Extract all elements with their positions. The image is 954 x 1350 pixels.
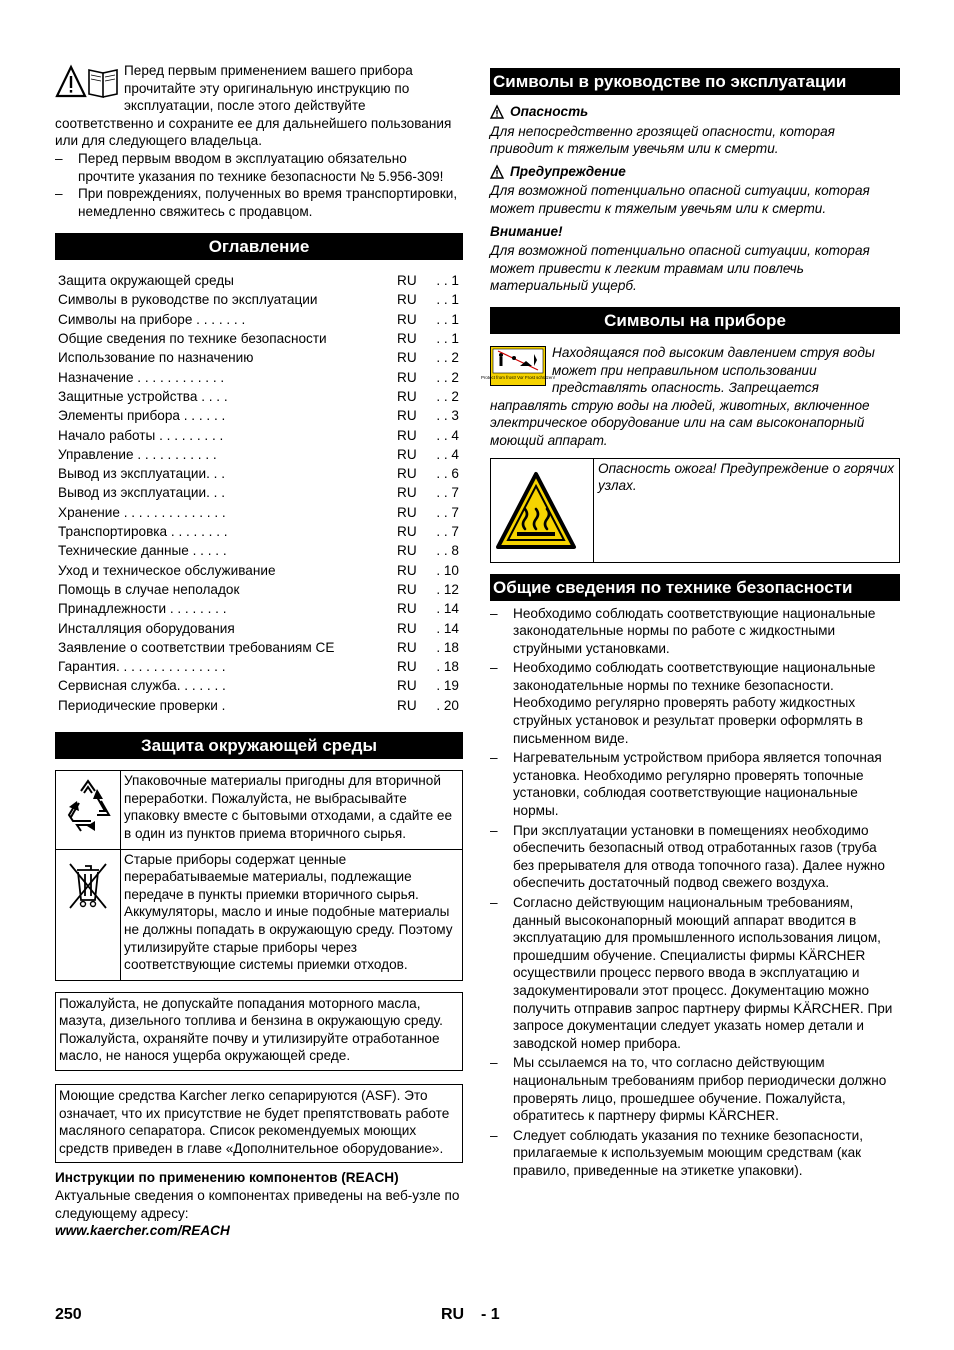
- toc-row[interactable]: [55, 310, 463, 329]
- toc-page: . . 2: [436, 369, 459, 385]
- safety-bullet: – Необходимо соблюдать соответствующие национальные законодательные нормы по работе с жидкостными струйными установками.: [490, 605, 900, 658]
- toc-row[interactable]: [55, 291, 463, 310]
- toc-row[interactable]: [55, 271, 463, 290]
- toc-page: . . 4: [436, 427, 459, 443]
- safety-bullet: – Следует соблюдать указания по технике безопасности, прилагаемые к используемым моющим средствам (как правило, приведенные на этикетке упаковки).: [490, 1127, 900, 1180]
- toc-lang: RU: [397, 562, 417, 578]
- toc-lang: RU: [397, 504, 417, 520]
- toc-label: Вывод из эксплуатации. . .: [58, 485, 226, 501]
- toc-row[interactable]: [55, 599, 463, 618]
- toc-page: . . 2: [436, 388, 459, 404]
- reach-text: Актуальные сведения о компонентах приведены на веб-узле по следующему адресу:: [55, 1188, 460, 1221]
- weee-text: Старые приборы содержат ценные перерабатываемые материалы, подлежащие передаче в пункты приемки вторичного сырья. Аккумуляторы, масло и иные подобные материалы не должны попадать в окружающую среду. Поэтому утилизируйте старые приборы через соответствующие системы приемки отходов.: [121, 849, 463, 980]
- intro-text: Перед первым применением вашего прибора прочитайте эту оригинальную инструкцию по эксплуатации, после этого действуйте соответственно и сохраните ее для дальнейшего пользования или для следующего владельца.: [55, 63, 452, 149]
- page-number: 250: [55, 1306, 82, 1323]
- toc-label: Вывод из эксплуатации. . .: [58, 466, 226, 482]
- toc-page: . . 1: [436, 331, 459, 347]
- toc-row[interactable]: [55, 561, 463, 580]
- hot-surface-icon: [495, 471, 577, 553]
- device-symbols-heading: Символы на приборе: [490, 307, 900, 334]
- high-pressure-warning: [481, 344, 900, 450]
- hp-label: Protect from frost! Vor Frost schützen!: [481, 374, 555, 380]
- toc-page: . . 4: [436, 446, 459, 462]
- toc-page: . . 7: [436, 524, 459, 540]
- safety-bullet: – При эксплуатации установки в помещениях необходимо обеспечить безопасный отвод отработанных газов (труба без прерывателя для отвода топочного газа). Далее нужно обеспечить достаточный подвод свежего воздуха.: [490, 822, 900, 892]
- toc-lang: RU: [397, 543, 417, 559]
- intro-bullet: – Перед первым вводом в эксплуатацию обязательно прочтите указания по технике безопасности № 5.956-309!: [55, 150, 463, 185]
- toc-page: . 14: [436, 601, 459, 617]
- toc-lang: RU: [397, 581, 417, 597]
- toc-page: . 12: [436, 581, 459, 597]
- toc-page: . . 8: [436, 543, 459, 559]
- toc-lang: RU: [397, 601, 417, 617]
- recycle-text: Упаковочные материалы пригодны для вторичной переработки. Пожалуйста, не выбрасывайте упаковку вместе с бытовыми отходами, а сдайте ее в один из пунктов приема вторичного сырья.: [121, 771, 463, 849]
- crossed-bin-icon: [63, 856, 113, 916]
- toc-row[interactable]: [55, 638, 463, 657]
- toc-page: . . 7: [436, 504, 459, 520]
- toc-page: . . 1: [436, 311, 459, 327]
- toc-heading: Оглавление: [55, 233, 463, 260]
- toc-row[interactable]: [55, 580, 463, 599]
- toc-page: . 20: [436, 697, 459, 713]
- warning-triangle-icon: [490, 165, 504, 179]
- reach-title: Инструкции по применению компонентов (REACH): [55, 1170, 399, 1186]
- toc-row[interactable]: [55, 349, 463, 368]
- toc-row[interactable]: [55, 426, 463, 445]
- reach-link[interactable]: www.kaercher.com/REACH: [55, 1223, 230, 1239]
- toc-label: Технические данные . . . . .: [58, 543, 227, 559]
- toc-page: . . 7: [436, 485, 459, 501]
- toc-label: Управление . . . . . . . . . . .: [58, 446, 217, 462]
- toc-page: . 10: [436, 562, 459, 578]
- toc-label: Периодические проверки .: [58, 697, 226, 713]
- toc-page: . 19: [436, 678, 459, 694]
- toc-lang: RU: [397, 620, 417, 636]
- toc-page: . 14: [436, 620, 459, 636]
- toc-lang: RU: [397, 659, 417, 675]
- toc-label: Сервисная служба. . . . . . .: [58, 678, 226, 694]
- hot-surface-table: [490, 458, 900, 563]
- toc-row[interactable]: [55, 445, 463, 464]
- caution-text: Для возможной потенциально опасной ситуации, которая может привести к легким травмам или повлечь материальный ущерб.: [490, 243, 870, 294]
- high-pressure-text: Находящаяся под высоким давлением струя воды может при неправильном использовании представлять опасность. Запрещается направлять струю воды на людей, животных, включенное электрическое оборудование или на сам высоконапорный моющий аппарат.: [490, 344, 875, 448]
- asf-box: Моющие средства Karcher легко сепарируются (ASF). Это означает, что их присутствие не будет препятствовать работе масляного сепаратора. Список рекомендуемых моющих средств приведен в главе «Дополнительное оборудование».: [55, 1084, 463, 1163]
- toc-lang: RU: [397, 446, 417, 462]
- toc-label: Принадлежности . . . . . . . .: [58, 601, 227, 617]
- manual-symbols-heading: Символы в руководстве по эксплуатации: [490, 68, 900, 95]
- toc-label: Хранение . . . . . . . . . . . . . .: [58, 504, 226, 520]
- toc-row[interactable]: [55, 329, 463, 348]
- toc-lang: RU: [397, 466, 417, 482]
- toc-page: . . 3: [436, 408, 459, 424]
- toc-label: Защитные устройства . . . .: [58, 388, 228, 404]
- toc-lang: RU: [397, 350, 417, 366]
- toc-lang: RU: [397, 331, 417, 347]
- hot-surface-text: Опасность ожога! Предупреждение о горячих узлах.: [594, 458, 900, 562]
- toc-lang: RU: [397, 697, 417, 713]
- footer-subpage: - 1: [481, 1306, 500, 1323]
- toc-row[interactable]: [55, 677, 463, 696]
- safety-bullet: – Согласно действующим национальным требованиям, данный высоконапорный моющий аппарат вводится в эксплуатацию для промышленного использования лицом, прошедшим обучение. Специалисты фирмы KÄRCHER осуществили процесс первого ввода в эксплуатацию и задокументировали этот процесс. Документацию можно получить отправив запрос партнеру фирмы KÄRCHER. При запросе документации следует указать номер детали и заводской номер прибора.: [490, 894, 900, 1052]
- toc-row[interactable]: [55, 368, 463, 387]
- toc-label: Элементы прибора . . . . . .: [58, 408, 226, 424]
- warning-text: Для возможной потенциально опасной ситуации, которая может привести к тяжелым увечьям или к смерти.: [490, 183, 870, 216]
- toc-row[interactable]: [55, 657, 463, 676]
- toc-label: Начало работы . . . . . . . . .: [58, 427, 224, 443]
- toc-label: Транспортировка . . . . . . . .: [58, 524, 228, 540]
- toc-lang: RU: [397, 485, 417, 501]
- toc-row[interactable]: [55, 406, 463, 425]
- footer-lang: RU: [441, 1306, 465, 1323]
- toc-row[interactable]: [55, 619, 463, 638]
- toc-lang: RU: [397, 311, 417, 327]
- toc-page: . 18: [436, 659, 459, 675]
- caution-title: Внимание!: [490, 223, 563, 239]
- toc-row[interactable]: [55, 542, 463, 561]
- toc-label: Использование по назначению: [58, 350, 254, 366]
- safety-heading: Общие сведения по технике безопасности: [490, 574, 900, 601]
- left-column: [55, 62, 463, 1240]
- recycle-icon: [61, 777, 115, 837]
- toc-lang: RU: [397, 369, 417, 385]
- toc-label: Назначение . . . . . . . . . . . .: [58, 369, 225, 385]
- oil-box: Пожалуйста, не допускайте попадания моторного масла, мазута, дизельного топлива и бензина в окружающую среду. Пожалуйста, охраняйте почву и утилизируйте отработанное масло, не нанося ущерба окружающей среде.: [55, 992, 463, 1071]
- toc-lang: RU: [397, 678, 417, 694]
- toc-page: . . 6: [436, 466, 459, 482]
- env-table: [55, 770, 463, 981]
- intro: [55, 62, 463, 220]
- safety-bullet: – Необходимо соблюдать соответствующие национальные законодательные нормы по технике безопасности. Необходимо регулярно проверять работу жидкостных струйных установок и результат проверки оформлять в письменном виде.: [490, 659, 900, 747]
- toc-label: Уход и техническое обслуживание: [58, 562, 276, 578]
- safety-bullet: – Мы ссылаемся на то, что согласно действующим национальным требованиям прибор периодически должно проверять лицо, прошедшее обучение. Пожалуйста, обратитесь к партнеру фирмы KÄRCHER.: [490, 1054, 900, 1124]
- toc-lang: RU: [397, 427, 417, 443]
- env-heading: Защита окружающей среды: [55, 732, 463, 759]
- toc-page: . . 1: [436, 292, 459, 308]
- warning-title: Предупреждение: [490, 163, 900, 181]
- toc-lang: RU: [397, 292, 417, 308]
- toc-label: Защита окружающей среды: [58, 273, 234, 289]
- safety-list: [490, 605, 900, 1180]
- intro-bullet: – При повреждениях, полученных во время транспортировки, немедленно свяжитесь с продавцом.: [55, 185, 463, 220]
- toc-table: [55, 271, 463, 715]
- toc-row[interactable]: [55, 696, 463, 715]
- toc-lang: RU: [397, 524, 417, 540]
- toc-row[interactable]: [55, 503, 463, 522]
- toc-page: . 18: [436, 639, 459, 655]
- toc-lang: RU: [397, 388, 417, 404]
- warning-triangle-icon: [490, 105, 504, 119]
- toc-lang: RU: [397, 273, 417, 289]
- toc-label: Гарантия. . . . . . . . . . . . . . .: [58, 659, 226, 675]
- danger-text: Для непосредственно грозящей опасности, которая приводит к тяжелым увечьям или к смерти.: [490, 123, 835, 157]
- toc-lang: RU: [397, 408, 417, 424]
- toc-page: . . 2: [436, 350, 459, 366]
- safety-bullet: – Нагревательным устройством прибора является топочная установка. Необходимо регулярно проверять топочные установки, соблюдая соответствующие национальные нормы.: [490, 749, 900, 819]
- toc-label: Инсталляция оборудования: [58, 620, 235, 636]
- toc-row[interactable]: [55, 464, 463, 483]
- toc-label: Символы в руководстве по эксплуатации: [58, 292, 318, 308]
- warning-manual-icon: [55, 65, 121, 99]
- toc-label: Общие сведения по технике безопасности: [58, 331, 327, 347]
- danger-title: Опасность: [490, 103, 900, 121]
- toc-row[interactable]: [55, 522, 463, 541]
- toc-label: Помощь в случае неполадок: [58, 581, 240, 597]
- right-column: [481, 68, 900, 1182]
- high-pressure-jet-icon: [481, 346, 555, 386]
- toc-lang: RU: [397, 639, 417, 655]
- toc-label: Заявление о соответствии требованиям CE: [58, 639, 335, 655]
- toc-label: Символы на приборе . . . . . . .: [58, 311, 246, 327]
- toc-row[interactable]: [55, 387, 463, 406]
- toc-row[interactable]: [55, 484, 463, 503]
- toc-page: . . 1: [436, 273, 459, 289]
